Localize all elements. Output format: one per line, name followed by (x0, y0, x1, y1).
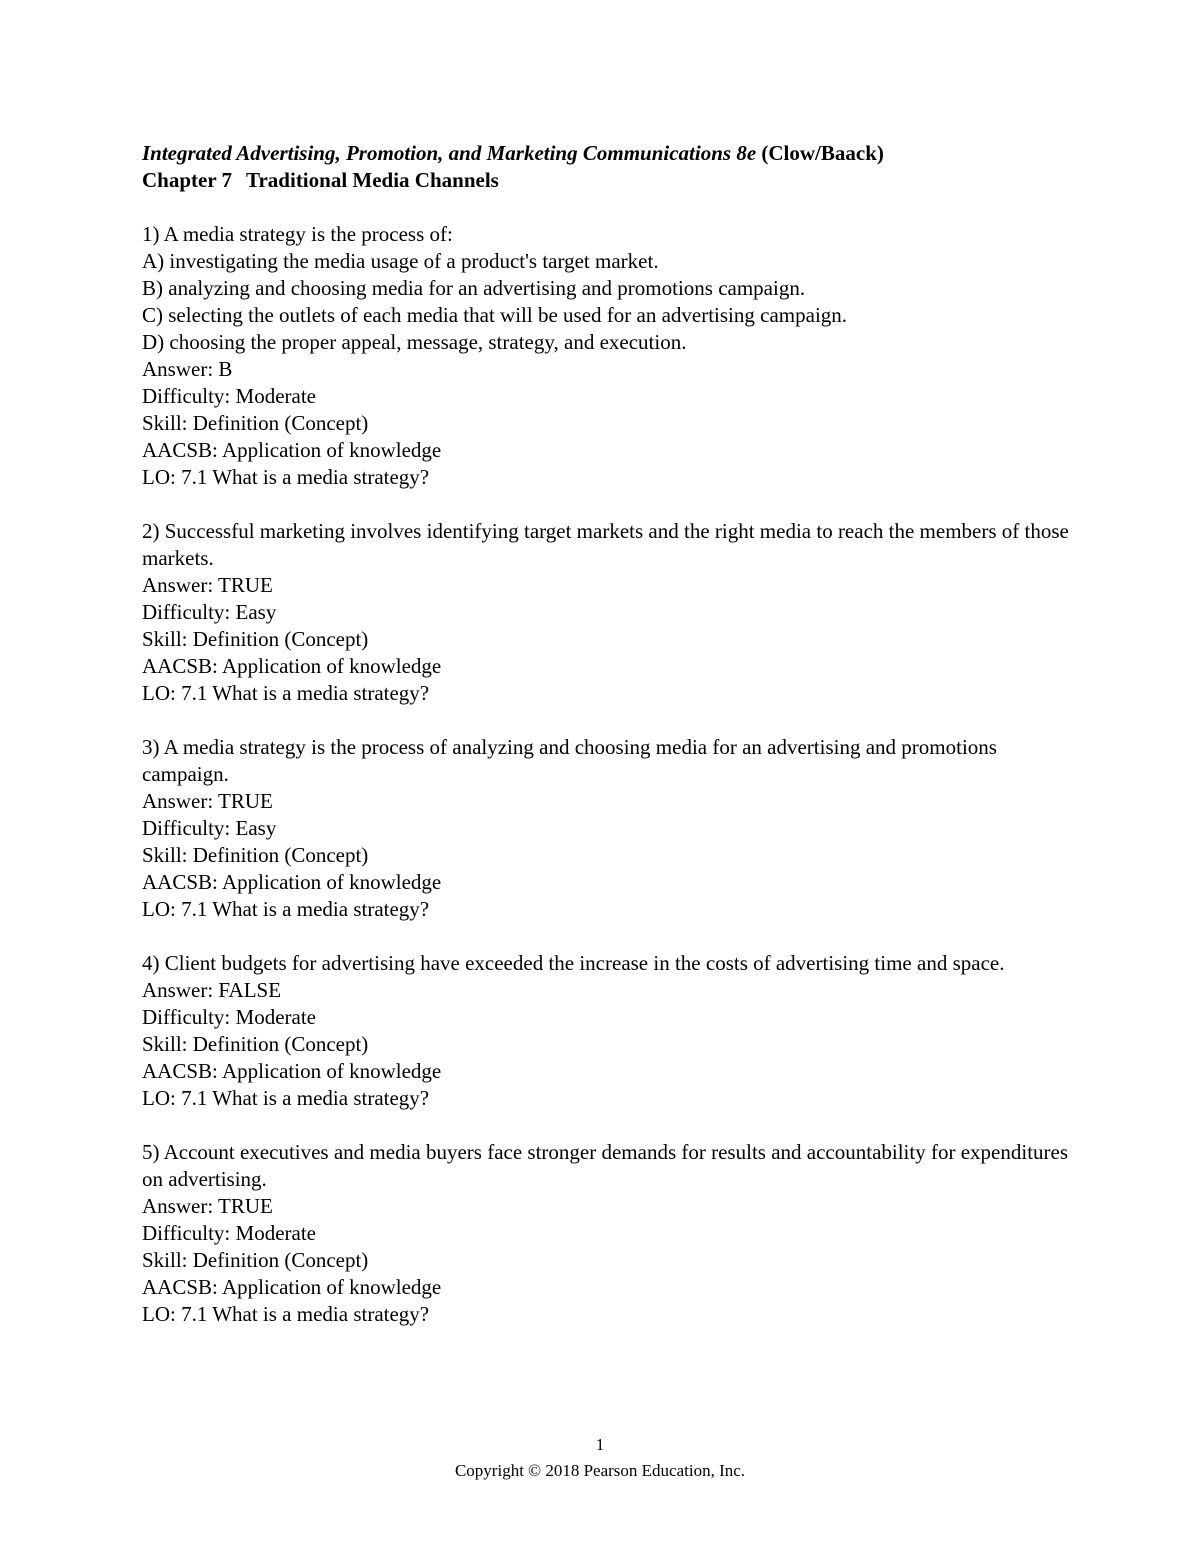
question-prompt: 2) Successful marketing involves identifying target markets and the right media to reach the members of those markets. (142, 519, 1069, 570)
question-difficulty: Difficulty: Easy (142, 816, 277, 840)
question-lo: LO: 7.1 What is a media strategy? (142, 1302, 430, 1326)
question-aacsb: AACSB: Application of knowledge (142, 1275, 442, 1299)
question-skill: Skill: Definition (Concept) (142, 843, 369, 867)
question-lo: LO: 7.1 What is a media strategy? (142, 465, 430, 489)
question-answer: Answer: B (142, 357, 233, 381)
question-3 (142, 734, 1082, 923)
chapter-number: Chapter 7 (142, 168, 233, 192)
question-lo: LO: 7.1 What is a media strategy? (142, 681, 430, 705)
question-skill: Skill: Definition (Concept) (142, 411, 369, 435)
book-authors: (Clow/Baack) (761, 141, 884, 165)
page-number: 1 (595, 1435, 605, 1454)
question-lo: LO: 7.1 What is a media strategy? (142, 897, 430, 921)
answer-option-b: B) analyzing and choosing media for an advertising and promotions campaign. (142, 276, 806, 300)
question-answer: Answer: TRUE (142, 573, 273, 597)
question-prompt: 1) A media strategy is the process of: (142, 222, 453, 246)
question-answer: Answer: TRUE (142, 1194, 273, 1218)
question-2 (142, 518, 1082, 707)
question-aacsb: AACSB: Application of knowledge (142, 1059, 442, 1083)
answer-option-c: C) selecting the outlets of each media that will be used for an advertising campaign. (142, 303, 848, 327)
question-difficulty: Difficulty: Moderate (142, 1005, 316, 1029)
question-4 (142, 950, 1082, 1112)
question-answer: Answer: FALSE (142, 978, 282, 1002)
chapter-title: Traditional Media Channels (246, 168, 499, 192)
question-answer: Answer: TRUE (142, 789, 273, 813)
question-difficulty: Difficulty: Moderate (142, 384, 316, 408)
question-difficulty: Difficulty: Moderate (142, 1221, 316, 1245)
question-skill: Skill: Definition (Concept) (142, 1032, 369, 1056)
question-skill: Skill: Definition (Concept) (142, 1248, 369, 1272)
answer-option-a: A) investigating the media usage of a product's target market. (142, 249, 659, 273)
chapter-heading (142, 167, 1082, 194)
question-5 (142, 1139, 1082, 1328)
page-content (142, 140, 1082, 1355)
book-title: Integrated Advertising, Promotion, and Marketing Communications 8e (142, 141, 757, 165)
question-lo: LO: 7.1 What is a media strategy? (142, 1086, 430, 1110)
book-title-line (142, 140, 1082, 167)
question-aacsb: AACSB: Application of knowledge (142, 870, 442, 894)
question-aacsb: AACSB: Application of knowledge (142, 438, 442, 462)
question-skill: Skill: Definition (Concept) (142, 627, 369, 651)
question-difficulty: Difficulty: Easy (142, 600, 277, 624)
question-prompt: 5) Account executives and media buyers face stronger demands for results and accountability for expenditures on advertising. (142, 1140, 1069, 1191)
question-prompt: 4) Client budgets for advertising have exceeded the increase in the costs of advertising time and space. (142, 951, 1005, 975)
question-1 (142, 221, 1082, 491)
copyright-notice: Copyright © 2018 Pearson Education, Inc. (454, 1461, 746, 1480)
question-prompt: 3) A media strategy is the process of analyzing and choosing media for an advertising and promotions campaign. (142, 735, 997, 786)
question-aacsb: AACSB: Application of knowledge (142, 654, 442, 678)
answer-option-d: D) choosing the proper appeal, message, strategy, and execution. (142, 330, 687, 354)
